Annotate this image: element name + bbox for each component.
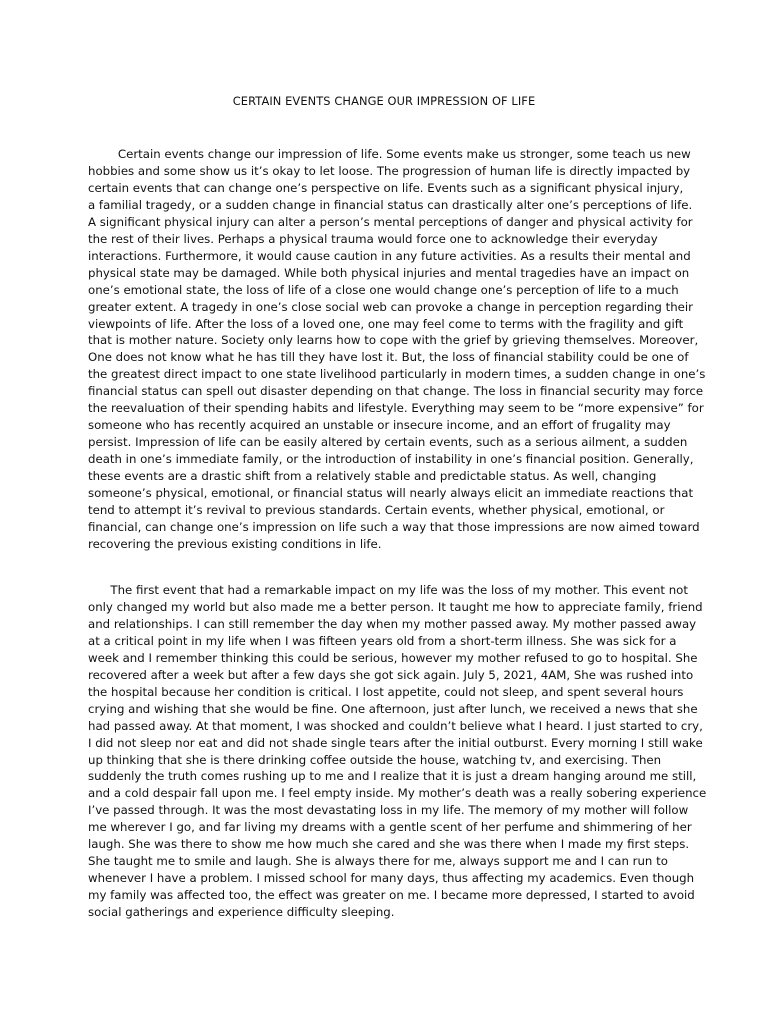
paragraph-line: financial status can spell out disaster depending on that change. The loss in financial security may force (88, 384, 704, 399)
paragraph-line: persist. Impression of life can be easily altered by certain events, such as a serious ailment, a sudden (88, 435, 688, 450)
paragraph-line: whenever I have a problem. I missed school for many days, thus affecting my academics. Even though (88, 871, 695, 886)
paragraph-line: me wherever I go, and far living my dreams with a gentle scent of her perfume and shimmering of her (88, 820, 692, 835)
paragraph-line: social gatherings and experience difficulty sleeping. (88, 905, 395, 920)
paragraph-line: physical state may be damaged. While both physical injuries and mental tragedies have an impact on (88, 265, 690, 280)
paragraph-line: the reevaluation of their spending habits and lifestyle. Everything may seem to be “more expensive” for (88, 401, 704, 416)
paragraph-line: interactions. Furthermore, it would cause caution in any future activities. As a results their mental and (88, 248, 691, 263)
paragraph-line: the hospital because her condition is critical. I lost appetite, could not sleep, and spent several hours (88, 684, 684, 699)
paragraph-line: the rest of their lives. Perhaps a physical trauma would force one to acknowledge their everyday (88, 231, 658, 246)
paragraph-line: hobbies and some show us it’s okay to let loose. The progression of human life is directly impacted by (88, 163, 691, 178)
paragraph-line: week and I remember thinking this could be serious, however my mother refused to go to hospital. She (88, 650, 698, 665)
paragraph-1 (88, 146, 706, 553)
paragraph-line: I’ve passed through. It was the most devastating loss in my life. The memory of my mother will follow (88, 803, 689, 818)
paragraph-line: my family was affected too, the effect was greater on me. I became more depressed, I started to avoid (88, 888, 695, 903)
paragraph-line: these events are a drastic shift from a relatively stable and predictable status. As well, changing (88, 469, 657, 484)
paragraph-line: the greatest direct impact to one state livelihood particularly in modern times, a sudden change in one’s (88, 367, 706, 382)
paragraph-line: crying and wishing that she would be fine. One afternoon, just after lunch, we received a news that she (88, 701, 698, 716)
paragraph-line: at a critical point in my life when I was fifteen years old from a short-term illness. She was sick for a (88, 633, 677, 648)
paragraph-line: only changed my world but also made me a better person. It taught me how to appreciate family, friend (88, 599, 703, 614)
paragraph-line: and relationships. I can still remember the day when my mother passed away. My mother passed away (88, 616, 697, 631)
paragraph-line: had passed away. At that moment, I was shocked and couldn’t believe what I heard. I just started to cry, (88, 718, 703, 733)
paragraph-line: one’s emotional state, the loss of life of a close one would change one’s perception of life to a much (88, 282, 679, 297)
paragraph-line: up thinking that she is there drinking coffee outside the house, watching tv, and exercising. Then (88, 752, 662, 767)
paragraph-line: certain events that can change one’s perspective on life. Events such as a significant physical injury, (88, 180, 684, 195)
paragraph-line: that is mother nature. Society only learns how to cope with the grief by grieving themselves. Moreover, (88, 333, 699, 348)
paragraph-line: I did not sleep nor eat and did not shade single tears after the initial outburst. Every morning I still wake (88, 735, 703, 750)
paragraph-line: The first event that had a remarkable impact on my life was the loss of my mother. This event not (88, 583, 688, 597)
paragraph-line: death in one’s immediate family, or the introduction of instability in one’s financial position. Generally, (88, 452, 694, 467)
paragraph-line: someone’s physical, emotional, or financial status will nearly always elicit an immediate reactions that (88, 486, 694, 501)
paragraph-2 (88, 582, 707, 921)
paragraph-line: recovering the previous existing conditions in life. (88, 536, 382, 551)
paragraph-line: She taught me to smile and laugh. She is always there for me, always support me and I can run to (88, 854, 668, 869)
paragraph-line: financial, can change one’s impression on life such a way that those impressions are now aimed toward (88, 519, 700, 534)
paragraph-line: someone who has recently acquired an unstable or insecure income, and an effort of frugality may (88, 418, 671, 433)
document-title: CERTAIN EVENTS CHANGE OUR IMPRESSION OF LIFE (232, 94, 536, 108)
paragraph-line: viewpoints of life. After the loss of a loved one, one may feel come to terms with the fragility and gift (88, 316, 684, 331)
paragraph-line: One does not know what he has till they have lost it. But, the loss of financial stability could be one of (88, 350, 689, 365)
paragraph-line: greater extent. A tragedy in one’s close social web can provoke a change in perception regarding their (88, 299, 694, 314)
paragraph-line: recovered after a week but after a few days she got sick again. July 5, 2021, 4AM, She was rushed into (88, 667, 694, 682)
paragraph-line: and a cold despair fall upon me. I feel empty inside. My mother’s death was a really sobering experience (88, 786, 707, 801)
paragraph-line: laugh. She was there to show me how much she cared and she was there when I made my first steps. (88, 837, 690, 852)
paragraph-line: A significant physical injury can alter a person’s mental perceptions of danger and physical activity for (88, 214, 693, 229)
paragraph-line: Certain events change our impression of life. Some events make us stronger, some teach us new (88, 147, 691, 161)
paragraph-line: a familial tragedy, or a sudden change in financial status can drastically alter one’s perceptions of life. (88, 197, 693, 212)
paragraph-line: suddenly the truth comes rushing up to me and I realize that it is just a dream hanging around me still, (88, 769, 697, 784)
paragraph-line: tend to attempt it’s revival to previous standards. Certain events, whether physical, emotional, or (88, 503, 665, 518)
